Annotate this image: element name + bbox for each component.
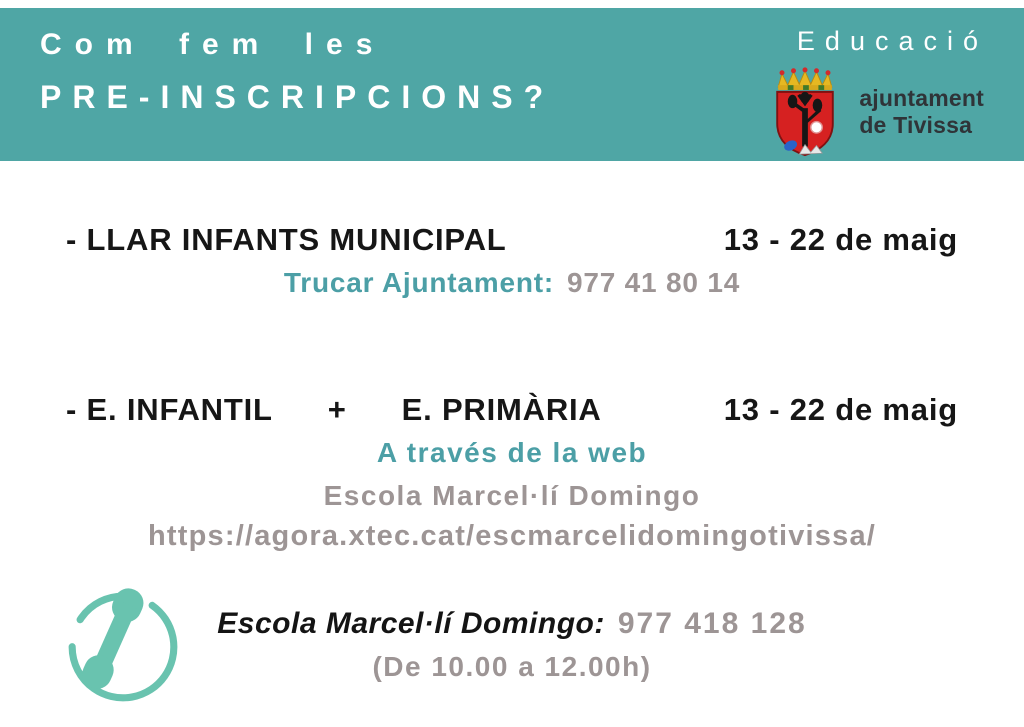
department-label: Educació [796, 26, 988, 56]
org-name-line1: ajuntament [859, 84, 984, 111]
municipality-logo [765, 66, 984, 158]
contact-label: Trucar Ajuntament: [283, 267, 554, 298]
footer-phone-number: 977 418 128 [617, 607, 807, 640]
page-title [40, 28, 554, 116]
plus-sign: + [327, 392, 347, 427]
page-title-line2: PRE-INSCRIPCIONS? [40, 79, 555, 115]
school-name: Escola Marcel·lí Domingo [323, 480, 701, 511]
org-name-line2: de Tivissa [859, 112, 973, 138]
town-crest-icon [765, 66, 845, 158]
section-escola-dates: 13 - 22 de maig [723, 392, 958, 427]
section-llar-row [66, 222, 958, 258]
page-title-line1: Com fem les [40, 28, 386, 61]
org-name [859, 85, 984, 139]
footer-school-label: Escola Marcel·lí Domingo: [217, 607, 605, 640]
section-escola-row [66, 392, 958, 428]
footer-contact-line [0, 607, 1024, 641]
section-llar-heading: - LLAR INFANTS MUNICIPAL [66, 222, 507, 257]
web-method-label: A través de la web [376, 437, 648, 468]
contact-phone-number: 977 41 80 14 [566, 267, 741, 298]
section-escola-heading [66, 392, 602, 428]
heading-primaria: E. PRIMÀRIA [401, 392, 602, 427]
section-llar-dates: 13 - 22 de maig [723, 222, 958, 257]
footer-hours: (De 10.00 a 12.00h) [372, 651, 652, 682]
heading-infantil: - E. INFANTIL [66, 392, 273, 427]
phone-handset-icon [62, 586, 184, 708]
school-url: https://agora.xtec.cat/escmarcelidomingotivissa/ [147, 520, 877, 552]
banner [0, 8, 1024, 161]
llar-contact-line [0, 267, 1024, 299]
